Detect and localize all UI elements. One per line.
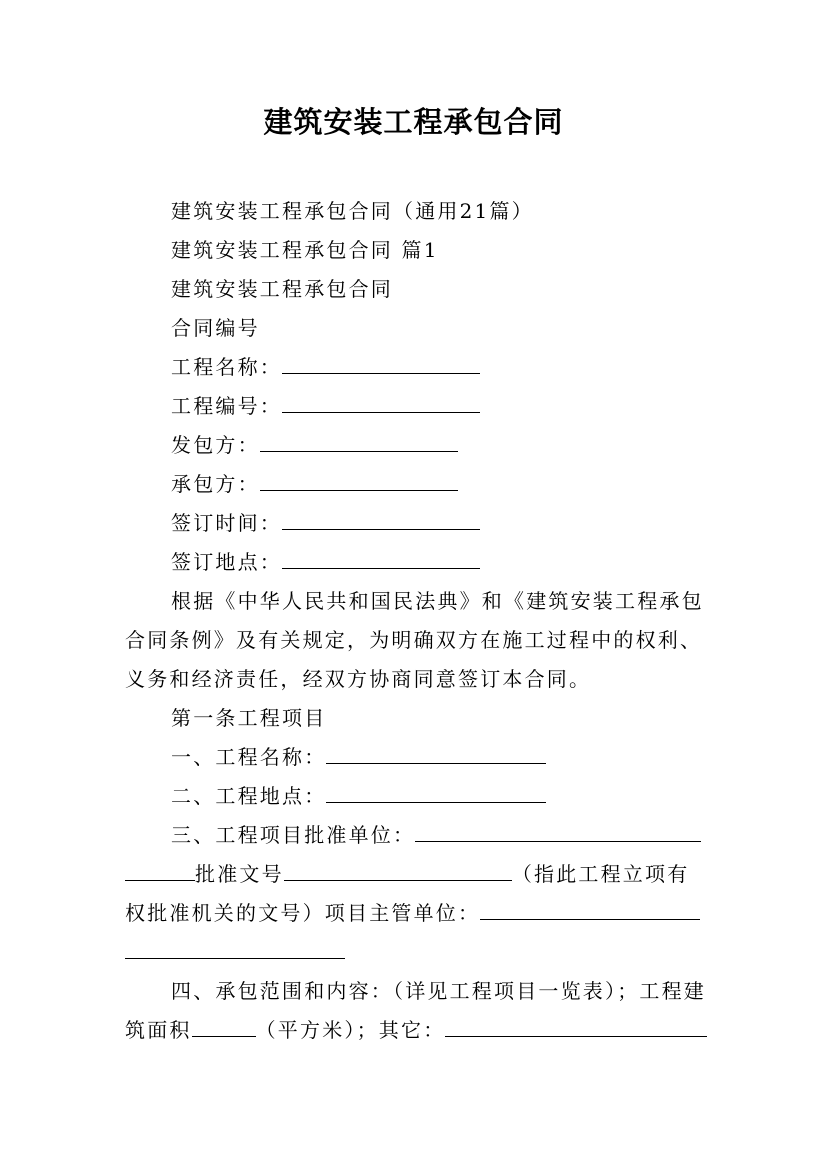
paragraph-line: 合同条例》及有关规定，为明确双方在施工过程中的权利、 [125,628,703,652]
field-label: 签订地点： [171,550,282,574]
item-supervising-unit [125,900,700,926]
field-label: 工程编号： [171,394,282,418]
fill-in-blank [282,513,480,530]
field-project-name [171,354,480,380]
paragraph-line: 根据《中华人民共和国民法典》和《建筑安装工程承包 [171,589,704,613]
fill-in-blank [284,864,512,881]
field-signing-place [171,549,480,575]
item-project-name [171,744,546,770]
field-label: 二、工程地点： [171,784,327,808]
paragraph-line: 义务和经济责任，经双方协商同意签订本合同。 [125,667,592,691]
fill-in-blank [282,396,480,413]
field-label: 一、工程名称： [171,745,327,769]
field-label: 三、工程项目批准单位： [171,823,416,847]
item-project-location [171,783,546,809]
fill-in-blank [415,825,701,842]
field-signing-date [171,510,480,536]
contract-number-label: 合同编号 [171,316,260,340]
fill-in-blank [125,942,345,959]
document-title: 建筑安装工程承包合同 [263,105,564,139]
field-label: 承包方： [171,472,260,496]
fill-in-blank [282,552,480,569]
fill-in-blank [326,747,546,764]
heading-line: 建筑安装工程承包合同 [171,277,393,301]
field-label: 发包方： [171,433,260,457]
fill-in-blank [326,786,546,803]
field-project-number [171,393,480,419]
field-employer [171,432,458,458]
item-approval-unit [171,822,701,848]
fill-in-blank [125,864,195,881]
field-label: 权批准机关的文号）项目主管单位： [125,901,481,925]
fill-in-blank [480,903,700,920]
field-label: 工程名称： [171,355,282,379]
field-label: 批准文号 [195,862,284,886]
item-building-area [125,1017,707,1043]
paragraph-line: 四、承包范围和内容：（详见工程项目一览表）；工程建 [171,979,706,1003]
fill-in-blank [192,1020,256,1037]
heading-line: 建筑安装工程承包合同 篇1 [171,238,439,262]
fill-in-blank [260,474,458,491]
heading-line: 建筑安装工程承包合同（通用21篇） [171,199,534,223]
field-label: 筑面积 [125,1018,192,1042]
fill-in-blank [260,435,458,452]
fill-in-blank [445,1020,707,1037]
item-approval-number [125,861,689,887]
note-text: （平方米）；其它： [255,1018,446,1042]
field-label: 签订时间： [171,511,282,535]
fill-in-blank [282,357,480,374]
item-supervising-unit-continued [125,939,345,965]
note-text: （指此工程立项有 [511,862,690,886]
article-heading: 第一条工程项目 [171,706,327,730]
field-contractor [171,471,458,497]
